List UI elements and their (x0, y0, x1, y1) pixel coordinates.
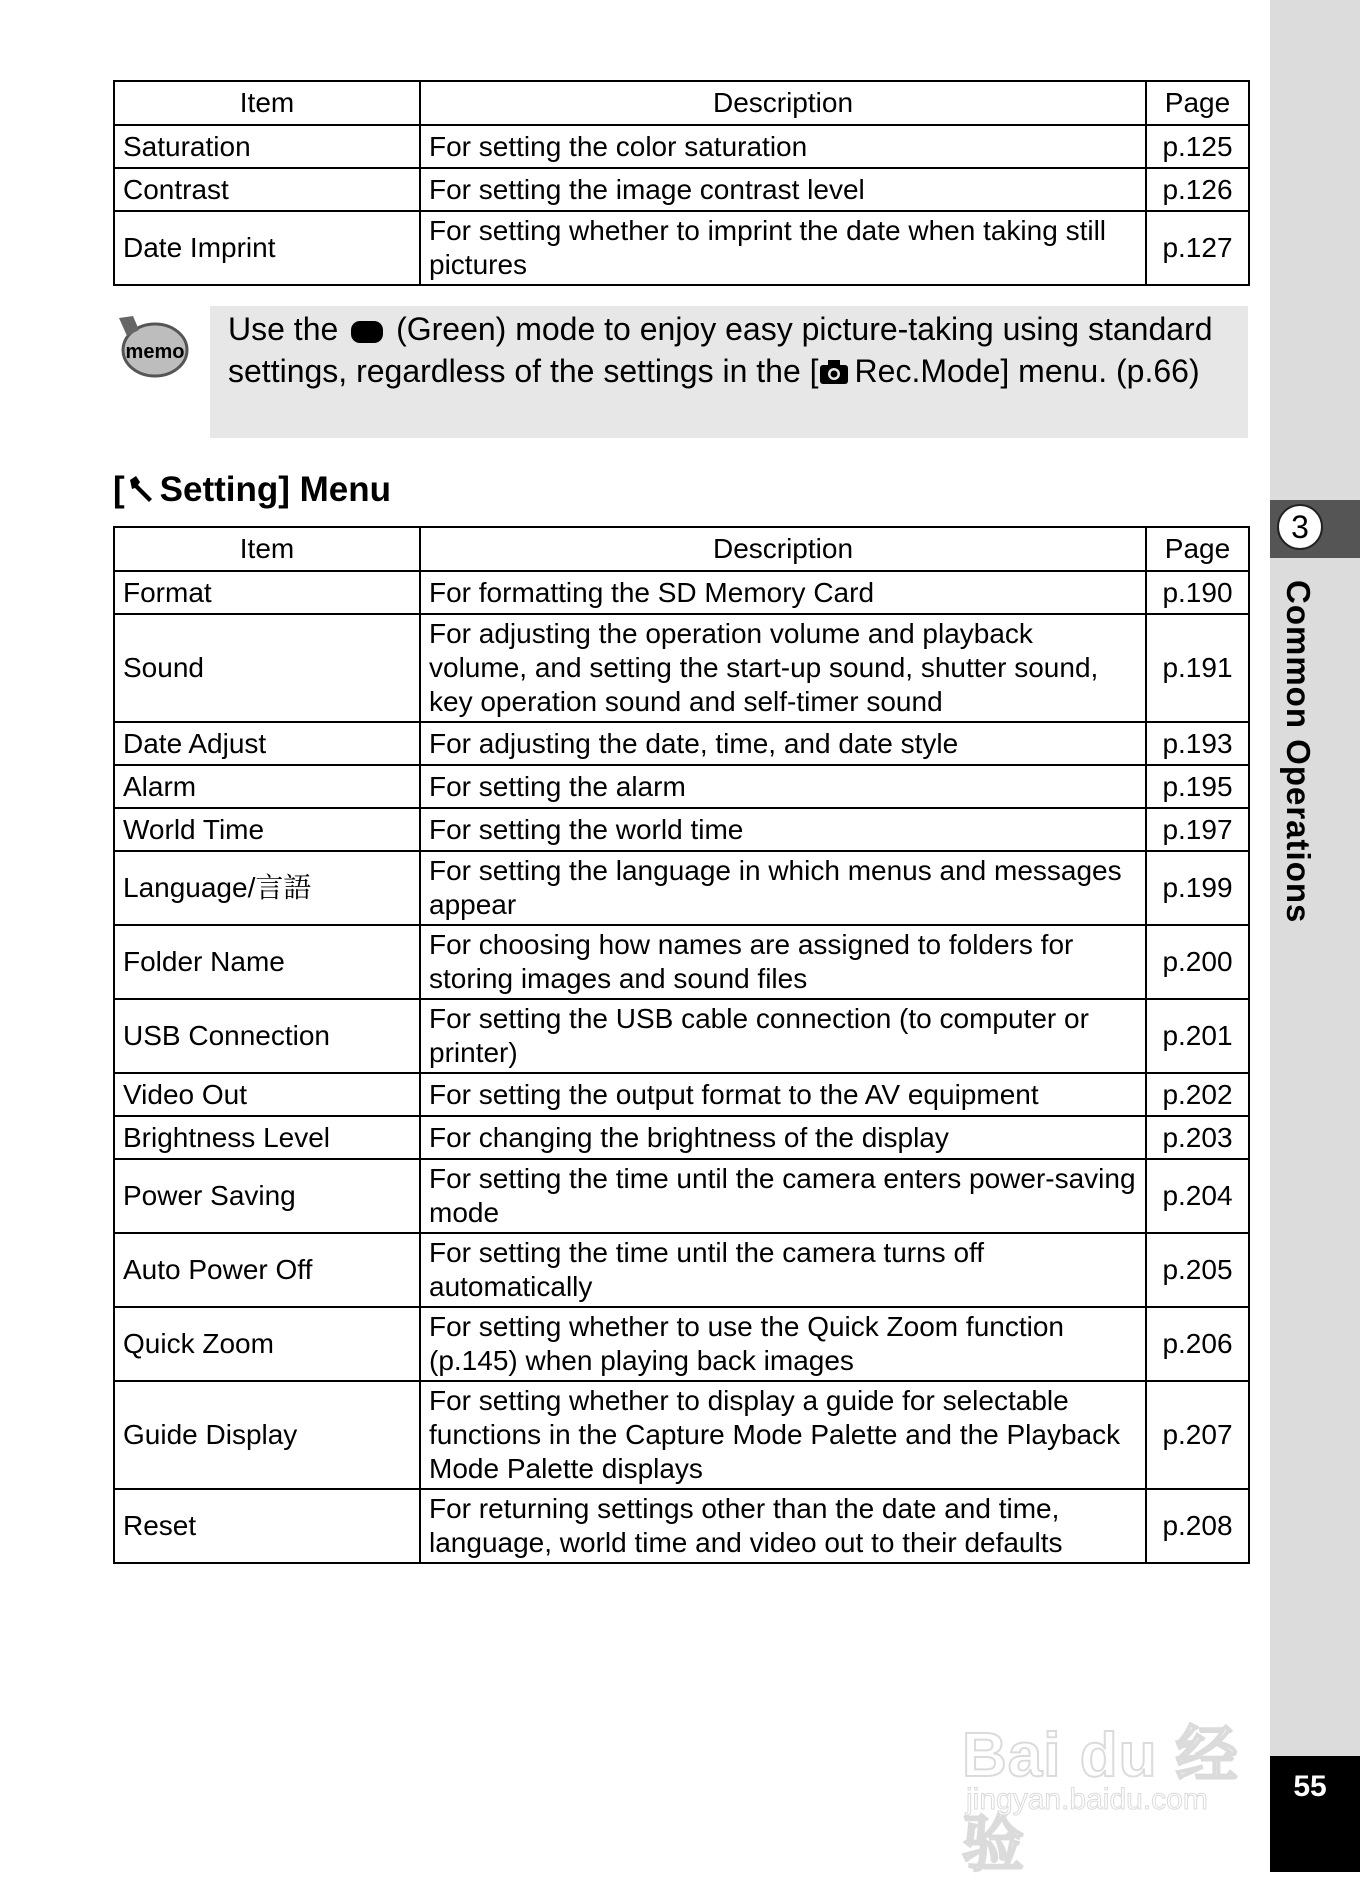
table-row (114, 1233, 1249, 1307)
cell-item: Contrast (114, 168, 420, 211)
watermark-main: Bai du 经验 (962, 1721, 1239, 1879)
table-row (114, 168, 1249, 211)
cell-page: p.203 (1146, 1116, 1249, 1159)
memo-icon (113, 312, 191, 382)
cell-description: For setting the color saturation (420, 125, 1146, 168)
cell-description: For setting whether to imprint the date when taking still pictures (420, 211, 1146, 285)
cell-page: p.195 (1146, 765, 1249, 808)
table-row (114, 1116, 1249, 1159)
cell-item: Brightness Level (114, 1116, 420, 1159)
cell-page: p.208 (1146, 1489, 1249, 1563)
table-header-row (114, 81, 1249, 125)
table-row (114, 1073, 1249, 1116)
table-row (114, 722, 1249, 765)
table-row (114, 765, 1249, 808)
cell-description: For setting the alarm (420, 765, 1146, 808)
cell-page: p.193 (1146, 722, 1249, 765)
header-description: Description (420, 81, 1146, 125)
cell-description: For setting the image contrast level (420, 168, 1146, 211)
page-number: 55 (1293, 1770, 1327, 1803)
cell-description: For setting the time until the camera turns off automatically (420, 1233, 1146, 1307)
cell-item: Sound (114, 614, 420, 722)
table-row (114, 614, 1249, 722)
table-row (114, 999, 1249, 1073)
cell-item: Auto Power Off (114, 1233, 420, 1307)
section-bracket: [ (113, 470, 125, 509)
header-description: Description (420, 527, 1146, 571)
cell-page: p.127 (1146, 211, 1249, 285)
cell-item: Guide Display (114, 1381, 420, 1489)
table-row (114, 1307, 1249, 1381)
section-title-text: Setting] Menu (159, 470, 392, 509)
cell-description: For returning settings other than the date and time, language, world time and video out to their defaults (420, 1489, 1146, 1563)
cell-item: Date Imprint (114, 211, 420, 285)
wrench-icon (126, 474, 156, 504)
cell-description: For setting whether to display a guide for selectable functions in the Capture Mode Palette and the Playback Mode Palette displays (420, 1381, 1146, 1489)
watermark-sub: jingyan.baidu.com (966, 1783, 1208, 1816)
memo-text-1: Use the (228, 311, 339, 347)
cell-description: For setting whether to use the Quick Zoom function (p.145) when playing back images (420, 1307, 1146, 1381)
camera-icon (819, 359, 849, 385)
cell-description: For setting the language in which menus and messages appear (420, 851, 1146, 925)
table-header-row (114, 527, 1249, 571)
cell-description: For adjusting the date, time, and date style (420, 722, 1146, 765)
cell-page: p.191 (1146, 614, 1249, 722)
cell-page: p.126 (1146, 168, 1249, 211)
memo-text-2: (Green) mode to enjoy easy picture-taking using standard settings, regardless of the settings in the [ (228, 311, 1213, 389)
memo-text-3: Rec.Mode] menu. (p.66) (854, 353, 1200, 389)
table-row (114, 925, 1249, 999)
green-mode-icon (351, 321, 383, 343)
chapter-title: Common Operations (1280, 580, 1317, 924)
cell-item: Date Adjust (114, 722, 420, 765)
table-row (114, 125, 1249, 168)
chapter-label (1275, 580, 1325, 940)
cell-page: p.190 (1146, 571, 1249, 614)
cell-description: For setting the world time (420, 808, 1146, 851)
cell-description: For changing the brightness of the display (420, 1116, 1146, 1159)
cell-item: Language/言語 (114, 851, 420, 925)
header-page: Page (1146, 81, 1249, 125)
cell-page: p.200 (1146, 925, 1249, 999)
cell-item: Quick Zoom (114, 1307, 420, 1381)
cell-page: p.205 (1146, 1233, 1249, 1307)
table-row (114, 808, 1249, 851)
table-row (114, 571, 1249, 614)
cell-page: p.202 (1146, 1073, 1249, 1116)
cell-page: p.197 (1146, 808, 1249, 851)
setting-menu-table-body (114, 571, 1249, 1563)
cell-description: For formatting the SD Memory Card (420, 571, 1146, 614)
table-row (114, 851, 1249, 925)
table-row (114, 1381, 1249, 1489)
cell-item: USB Connection (114, 999, 420, 1073)
cell-item: Saturation (114, 125, 420, 168)
table-row (114, 1489, 1249, 1563)
rec-mode-table-body (114, 125, 1249, 285)
cell-page: p.199 (1146, 851, 1249, 925)
cell-item: Power Saving (114, 1159, 420, 1233)
header-item: Item (114, 527, 420, 571)
section-title (113, 468, 1248, 512)
cell-item: Video Out (114, 1073, 420, 1116)
cell-description: For choosing how names are assigned to folders for storing images and sound files (420, 925, 1146, 999)
cell-item: Format (114, 571, 420, 614)
cell-page: p.207 (1146, 1381, 1249, 1489)
table-row (114, 1159, 1249, 1233)
header-item: Item (114, 81, 420, 125)
cell-description: For setting the USB cable connection (to computer or printer) (420, 999, 1146, 1073)
cell-description: For adjusting the operation volume and playback volume, and setting the start-up sound, shutter sound, key operation sound and self-timer sound (420, 614, 1146, 722)
memo-box (210, 306, 1248, 438)
cell-description: For setting the output format to the AV equipment (420, 1073, 1146, 1116)
baidu-watermark (962, 1665, 1272, 1879)
cell-page: p.206 (1146, 1307, 1249, 1381)
cell-page: p.201 (1146, 999, 1249, 1073)
setting-menu-table (113, 526, 1250, 1564)
header-page: Page (1146, 527, 1249, 571)
cell-item: Alarm (114, 765, 420, 808)
chapter-number: 3 (1277, 504, 1323, 550)
rec-mode-table (113, 80, 1250, 286)
memo-icon-label: memo (125, 341, 185, 363)
cell-page: p.125 (1146, 125, 1249, 168)
cell-description: For setting the time until the camera enters power-saving mode (420, 1159, 1146, 1233)
memo-note (113, 306, 1248, 438)
cell-item: World Time (114, 808, 420, 851)
cell-item: Folder Name (114, 925, 420, 999)
cell-item: Reset (114, 1489, 420, 1563)
cell-page: p.204 (1146, 1159, 1249, 1233)
table-row (114, 211, 1249, 285)
page-content (113, 80, 1248, 1564)
